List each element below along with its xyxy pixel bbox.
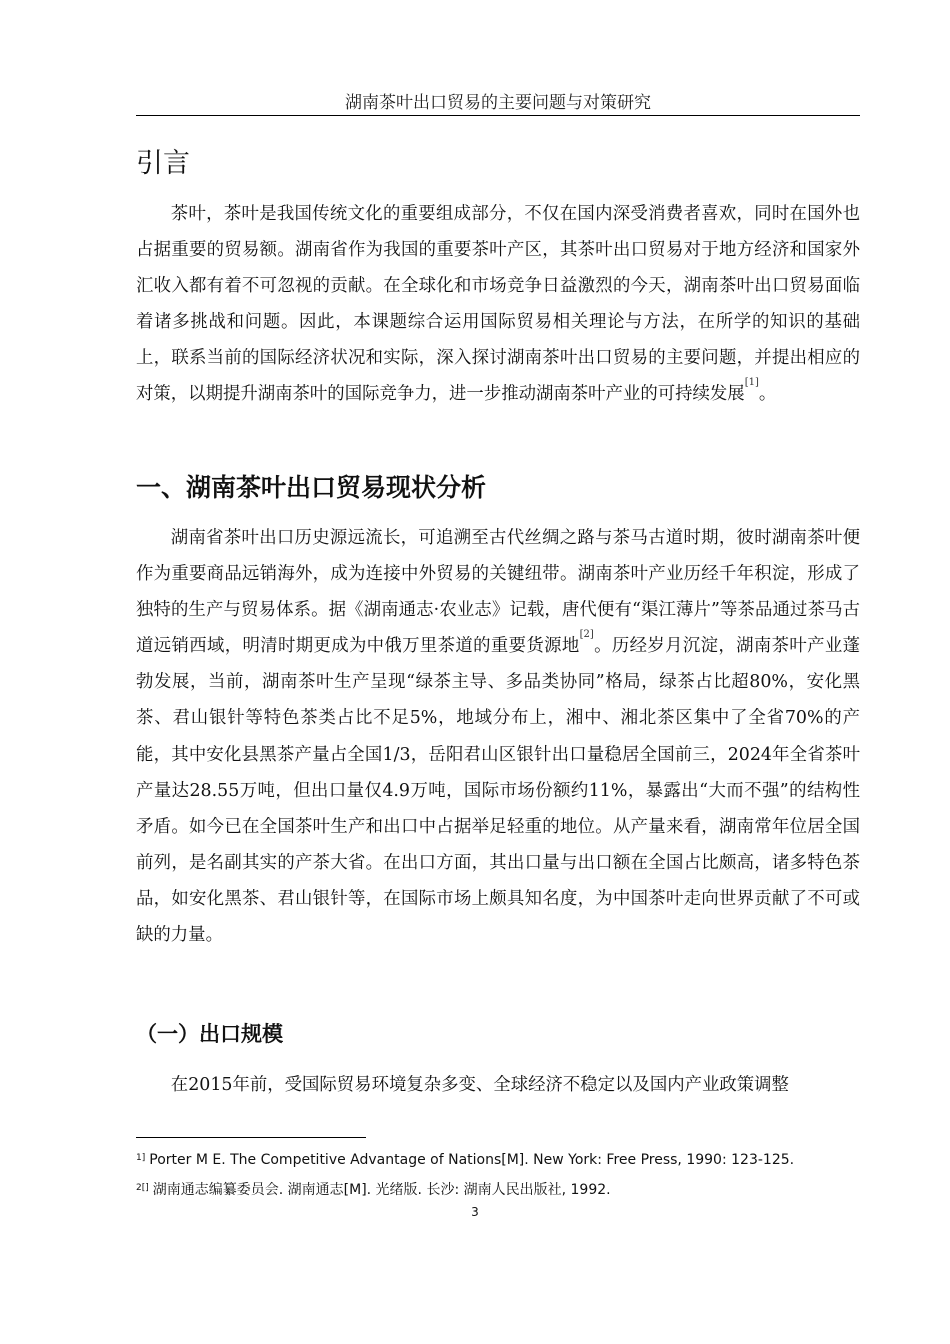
intro-heading: 引言 [136,148,190,179]
section-one-heading: 一、湖南茶叶出口贸易现状分析 [136,473,487,502]
footnote-2 [136,1181,611,1199]
footnote-1-mark: 1] [136,1153,146,1163]
footnote-1 [136,1151,794,1169]
intro-text: 茶叶，茶叶是我国传统文化的重要组成部分，不仅在国内深受消费者喜欢，同时在国外也占据重要的贸易额。湖南省作为我国的重要茶叶产区，其茶叶出口贸易对于地方经济和国家外汇收入都有着不可忽视的贡献。在全球化和市场竞争日益激烈的今天，湖南茶叶出口贸易面临着诸多挑战和问题。因此，本课题综合运用国际贸易相关理论与方法，在所学的知识的基础上，联系当前的国际经济状况和实际，深入探讨湖南茶叶出口贸易的主要问题，并提出相应的对策，以期提升湖南茶叶的国际竞争力，进一步推动湖南茶叶产业的可持续发展 [136,204,860,405]
footnote-2-text: 湖南通志编纂委员会. 湖南通志[M]. 光绪版. 长沙: 湖南人民出版社, 1992. [152,1182,611,1198]
intro-paragraph [136,196,860,413]
section-one-paragraph [136,520,860,953]
subsection-one-heading: （一）出口规模 [136,1022,283,1046]
footnote-1-text: Porter M E. The Competitive Advantage of Nations[M]. New York: Free Press, 1990: 123-125. [149,1152,795,1168]
section-one-text-1: 湖南省茶叶出口历史源远流长，可追溯至古代丝绸之路与茶马古道时期，彼时湖南茶叶便作为重要商品远销海外，成为连接中外贸易的关键纽带。湖南茶叶产业历经千年积淀，形成了独特的生产与贸易体系。据《湖南通志·农业志》记载，唐代便有“渠江薄片”等茶品通过茶马古道远销西域，明清时期更成为中俄万里茶道的重要货源地 [136,528,860,657]
subsection-one-paragraph: 在2015年前，受国际贸易环境复杂多变、全球经济不稳定以及国内产业政策调整 [170,1075,789,1095]
citation-2[interactable]: [2] [579,629,594,641]
page-number: 3 [471,1205,479,1219]
intro-tail: 。 [758,384,777,405]
header-rule [136,115,860,116]
footnote-separator [136,1137,366,1138]
footnote-2-mark: 2[] [136,1183,149,1193]
section-one-text-2: 。历经岁月沉淀，湖南茶叶产业蓬勃发展，当前，湖南茶叶生产呈现“绿茶主导、多品类协同”格局，绿茶占比超80%，安化黑茶、君山银针等特色茶类占比不足5%，地域分布上，湘中、湘北茶区集中了全省70%的产能，其中安化县黑茶产量占全国1/3，岳阳君山区银针出口量稳居全国前三，2024年全省茶叶产量达28.55万吨，但出口量仅4.9万吨，国际市场份额约11%，暴露出“大而不强”的结构性矛盾。如今已在全国茶叶生产和出口中占据举足轻重的地位。从产量来看，湖南常年位居全国前列，是名副其实的产茶大省。在出口方面，其出口量与出口额在全国占比颇高，诸多特色茶品，如安化黑茶、君山银针等，在国际市场上颇具知名度，为中国茶叶走向世界贡献了不可或缺的力量。 [136,636,860,946]
citation-1[interactable]: [1] [744,377,759,389]
running-header: 湖南茶叶出口贸易的主要问题与对策研究 [345,93,651,113]
